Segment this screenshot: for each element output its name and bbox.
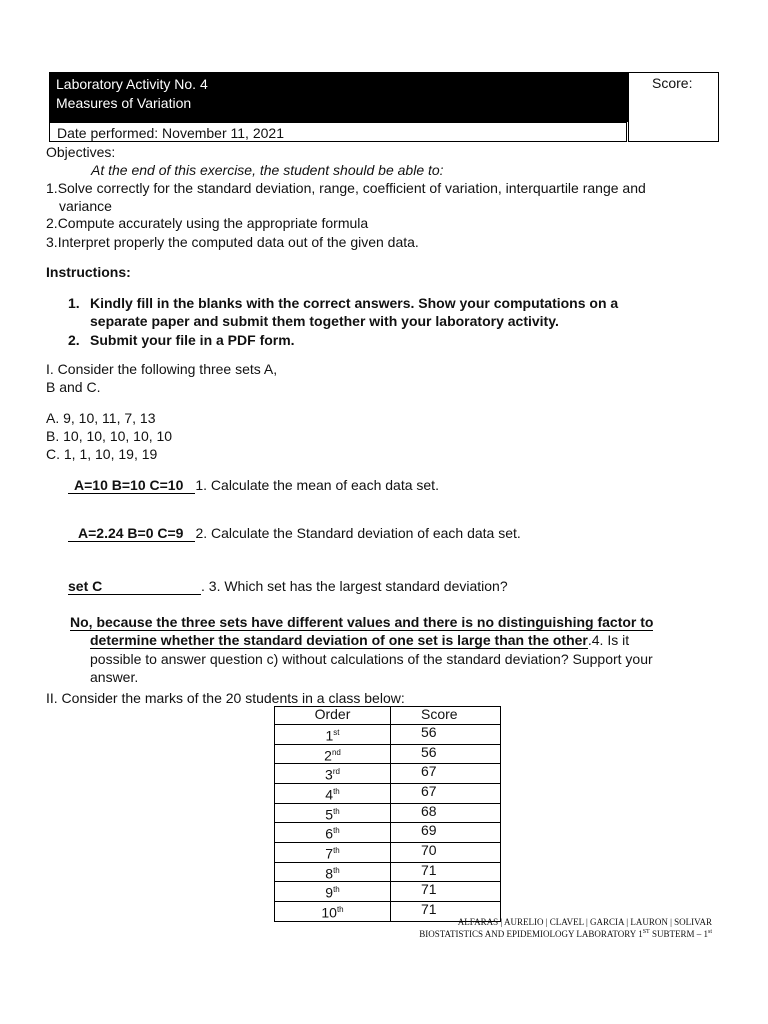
column-header-score: Score — [391, 707, 501, 725]
score-cell: 67 — [391, 764, 501, 784]
objective-item-3: 3.Interpret properly the computed data out of the given data. — [46, 234, 419, 250]
order-suffix: rd — [332, 767, 340, 777]
order-cell — [275, 744, 391, 764]
score-cell: 71 — [391, 901, 501, 921]
table-row — [275, 783, 501, 803]
score-cell: 67 — [391, 783, 501, 803]
order-number: 6 — [325, 825, 334, 842]
table-header-row — [275, 707, 501, 725]
order-suffix: th — [336, 904, 344, 914]
set-c: C. 1, 1, 10, 19, 19 — [46, 446, 158, 462]
lab-subtitle: Measures of Variation — [56, 95, 192, 111]
order-cell — [275, 901, 391, 921]
order-suffix: th — [333, 845, 340, 855]
order-number: 7 — [325, 845, 334, 862]
order-number: 8 — [325, 865, 334, 882]
order-cell — [275, 842, 391, 862]
table-row — [275, 803, 501, 823]
order-suffix: st — [333, 728, 340, 737]
order-suffix: th — [333, 786, 340, 796]
order-cell — [275, 725, 391, 745]
order-number: 1 — [325, 727, 334, 744]
score-cell: 71 — [391, 862, 501, 882]
objective-item-1: 1.Solve correctly for the standard deviation, range, coefficient of variation, interquartile range and — [46, 180, 646, 196]
order-suffix: th — [333, 885, 340, 895]
question-2: A=2.24 B=0 C=9 2. Calculate the Standard deviation of each data set. — [68, 524, 521, 542]
instruction-item-1-line2: separate paper and submit them together with your laboratory activity. — [90, 313, 559, 329]
answer-1: A=10 B=10 C=10 — [68, 477, 195, 494]
objectives-label: Objectives: — [46, 144, 116, 160]
answer-2: A=2.24 B=0 C=9 — [68, 525, 195, 542]
part2-intro: II. Consider the marks of the 20 students in a class below: — [46, 690, 405, 706]
order-cell — [275, 862, 391, 882]
score-cell: 70 — [391, 842, 501, 862]
order-cell — [275, 823, 391, 843]
question-1: A=10 B=10 C=10 1. Calculate the mean of each data set. — [68, 476, 439, 494]
instruction-item-2-num: 2. — [68, 332, 80, 348]
order-cell — [275, 803, 391, 823]
question-4-line2: possible to answer question c) without calculations of the standard deviation? Support your — [90, 651, 653, 667]
answer-4-line2: determine whether the standard deviation of one set is large than the other.4. Is it — [90, 632, 630, 648]
order-cell — [275, 764, 391, 784]
answer-4-line1: No, because the three sets have different values and there is no distinguishing factor to — [70, 614, 654, 630]
instruction-item-1-num: 1. — [68, 295, 80, 311]
date-performed: Date performed: November 11, 2021 — [49, 122, 627, 142]
question-3: set C . 3. Which set has the largest standard deviation? — [68, 578, 508, 594]
objectives-intro: At the end of this exercise, the student should be able to: — [91, 162, 444, 178]
footer-course: BIOSTATISTICS AND EPIDEMIOLOGY LABORATORY 1ST SUBTERM – 1st — [419, 929, 712, 939]
score-box — [628, 72, 719, 142]
order-number: 5 — [325, 806, 334, 823]
table-row — [275, 725, 501, 745]
order-suffix: th — [333, 865, 340, 875]
table-row — [275, 842, 501, 862]
objective-item-1-cont: variance — [59, 198, 112, 214]
set-a: A. 9, 10, 11, 7, 13 — [46, 410, 156, 426]
order-number: 3 — [325, 766, 333, 783]
order-number: 10 — [321, 904, 337, 921]
order-number: 4 — [325, 786, 334, 803]
instruction-item-1-line1: Kindly fill in the blanks with the correct answers. Show your computations on a — [90, 295, 619, 311]
part1-intro-line2: B and C. — [46, 379, 101, 395]
order-number: 2 — [324, 747, 332, 764]
score-cell: 68 — [391, 803, 501, 823]
order-suffix: th — [333, 826, 340, 836]
order-cell — [275, 882, 391, 902]
scores-table — [274, 706, 501, 922]
answer-3: set C — [68, 578, 201, 595]
table-row — [275, 882, 501, 902]
instruction-item-2-line1: Submit your file in a PDF form. — [90, 332, 295, 348]
instructions-label: Instructions: — [46, 264, 131, 280]
lab-title: Laboratory Activity No. 4 — [56, 76, 208, 92]
order-suffix: nd — [331, 747, 341, 757]
set-b: B. 10, 10, 10, 10, 10 — [46, 428, 173, 444]
table-row — [275, 823, 501, 843]
table-row — [275, 744, 501, 764]
order-cell — [275, 783, 391, 803]
order-number: 9 — [325, 884, 334, 901]
table-row — [275, 764, 501, 784]
table-row — [275, 862, 501, 882]
score-cell: 56 — [391, 725, 501, 745]
score-label: Score: — [652, 75, 693, 91]
part1-intro-line1: I. Consider the following three sets A, — [46, 361, 278, 377]
objective-item-2: 2.Compute accurately using the appropriate formula — [46, 215, 369, 231]
order-suffix: th — [333, 806, 340, 816]
score-cell: 71 — [391, 882, 501, 902]
header-title-block — [49, 72, 628, 122]
column-header-order: Order — [275, 707, 391, 725]
footer-authors: ALFARAS | AURELIO | CLAVEL | GARCIA | LAURON | SOLIVAR — [457, 917, 712, 927]
score-cell: 69 — [391, 823, 501, 843]
question-4-line3: answer. — [90, 669, 139, 685]
score-cell: 56 — [391, 744, 501, 764]
